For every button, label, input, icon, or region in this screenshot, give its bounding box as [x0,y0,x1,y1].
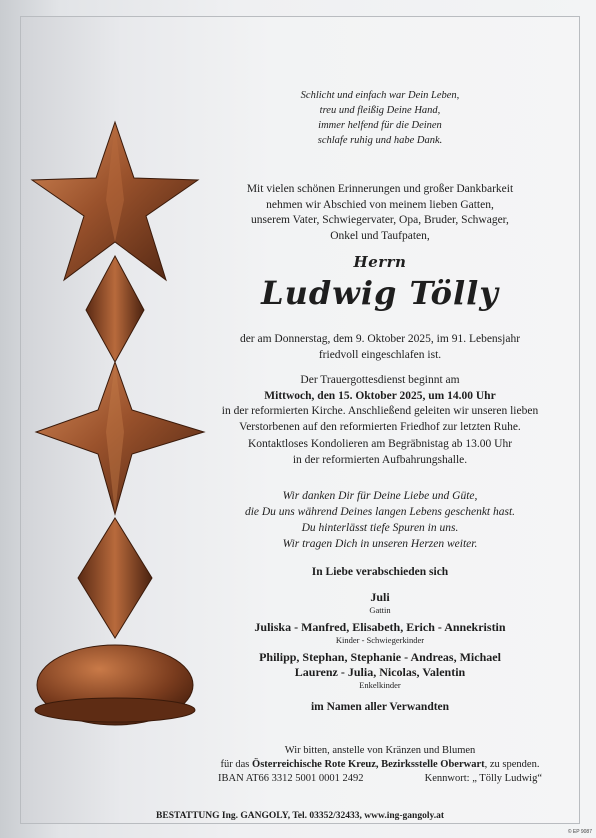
mourner-names: Juliska - Manfred, Elisabeth, Erich - Annekristin [254,620,506,634]
donation-line [188,758,572,772]
condolence-line: in der reformierten Aufbahrungshalle. [292,453,468,466]
mourner-names: Philipp, Stephan, Stephanie - Andreas, Michael [259,650,501,664]
thanks-line: Du hinterlässt tiefe Spuren in uns. [301,522,459,534]
donation-request [188,744,572,786]
service-date: Mittwoch, den 15. Oktober 2025, um 14.00 Uhr [264,389,496,402]
poem-line: immer helfend für die Deinen [318,120,442,131]
condolence-info [188,437,572,468]
bank-details [188,772,572,786]
farewell-heading: In Liebe verabschieden sich [311,566,449,578]
mourner-role: Kinder - Schwiegerkinder [335,635,425,645]
mourner-spouse [188,590,572,615]
poem-line: schlafe ruhig und habe Dank. [317,135,443,146]
donation-pre: für das [220,759,253,770]
keyword: Kennwort: „ Tölly Ludwig“ [424,773,542,784]
copyright-mark: © EP 9087 [567,829,592,835]
spindle-2 [78,518,152,638]
condolence-line: Kontaktloses Kondolieren am Begräbnistag ab 13.00 Uhr [247,438,513,450]
service-line: Verstorbenen auf den reformierten Friedhof zur letzten Ruhe. [239,420,521,433]
mourner-names: Juli [370,590,390,604]
copper-star-ornament [20,110,210,730]
mourner-names: Laurenz - Julia, Nicolas, Valentin [294,665,466,679]
spindle-1 [86,256,144,362]
poem-line: treu und fleißig Deine Hand, [319,105,441,116]
thanks-line: Wir tragen Dich in unseren Herzen weiter. [282,538,478,550]
relatives-line: im Namen aller Verwandten [310,701,450,713]
mourner-grandchildren [188,650,572,690]
mourner-role: Gattin [369,605,391,615]
service-info [188,373,572,435]
intro-text [188,182,572,244]
mourner-role: Enkelkinder [359,680,401,690]
donation-line: Wir bitten, anstelle von Kränzen und Blumen [284,745,476,756]
funeral-home-footer: BESTATTUNG Ing. GANGOLY, Tel. 03352/32433, www.ing-gangoly.at [156,811,444,821]
service-line: in der reformierten Kirche. Anschließend geleiten wir unseren lieben [221,405,539,417]
iban: IBAN AT66 3312 5001 0001 2492 [218,773,364,784]
thanks-line: Wir danken Dir für Deine Liebe und Güte, [282,490,478,502]
intro-line: unserem Vater, Schwiegervater, Opa, Bruder, Schwager, [251,214,509,226]
death-line: der am Donnerstag, dem 9. Oktober 2025, im 91. Lebensjahr [239,333,521,345]
mourner-children [188,620,572,645]
salutation: Herrn [353,253,407,271]
poem-line: Schlicht und einfach war Dein Leben, [300,90,460,101]
donation-organisation: Österreichische Rote Kreuz, Bezirksstelle Oberwart [252,759,485,770]
death-line: friedvoll eingeschlafen ist. [318,348,442,361]
deceased-name: Ludwig Tölly [261,274,499,312]
thanks-verse [188,488,572,552]
service-line: Der Trauergottesdienst beginnt am [300,374,460,386]
intro-line: Onkel und Taufpaten, [330,229,430,242]
death-notice [188,332,572,363]
thanks-line: die Du uns während Deines langen Lebens geschenkt hast. [244,506,516,518]
intro-line: nehmen wir Abschied von meinem lieben Gatten, [266,198,494,211]
intro-line: Mit vielen schönen Erinnerungen und großer Dankbarkeit [246,183,514,195]
donation-post: , zu spenden. [484,759,540,770]
poem [188,88,572,148]
